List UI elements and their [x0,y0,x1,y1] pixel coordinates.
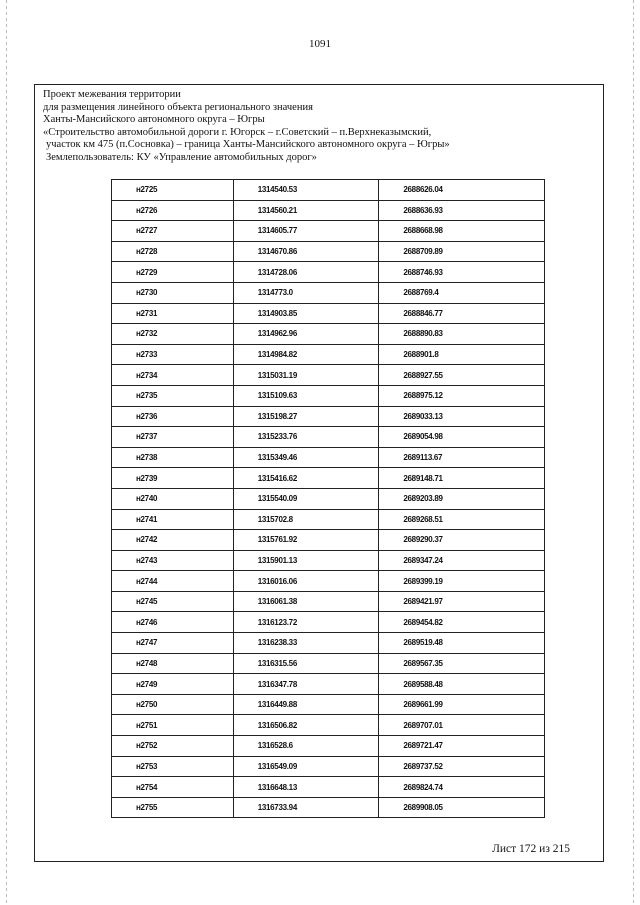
y-coordinate-cell: 2689721.47 [379,736,545,757]
y-coordinate-cell: 2689519.48 [379,633,545,654]
y-coordinate-cell: 2689824.74 [379,777,545,798]
point-id-cell: н2749 [112,674,234,695]
table-row [112,365,545,386]
y-coordinate-cell: 2689148.71 [379,468,545,489]
y-coordinate-cell: 2689707.01 [379,715,545,736]
table-row [112,653,545,674]
x-coordinate-cell: 1315109.63 [233,385,379,406]
point-id-cell: н2754 [112,777,234,798]
header-line: участок км 475 (п.Сосновка) – граница Ханты-Мансийского автономного округа – Югры» [46,139,450,151]
table-row [112,509,545,530]
y-coordinate-cell: 2688975.12 [379,385,545,406]
x-coordinate-cell: 1316549.09 [233,756,379,777]
point-id-cell: н2743 [112,550,234,571]
x-coordinate-cell: 1314560.21 [233,200,379,221]
coordinates-table-body [112,180,545,818]
point-id-cell: н2726 [112,200,234,221]
y-coordinate-cell: 2689113.67 [379,447,545,468]
x-coordinate-cell: 1316648.13 [233,777,379,798]
point-id-cell: н2733 [112,344,234,365]
y-coordinate-cell: 2688890.83 [379,324,545,345]
table-row [112,468,545,489]
point-id-cell: н2741 [112,509,234,530]
table-row [112,797,545,818]
point-id-cell: н2737 [112,427,234,448]
page-number: 1091 [309,38,331,50]
header-line: для размещения линейного объекта регионального значения [43,101,313,113]
x-coordinate-cell: 1316449.88 [233,694,379,715]
y-coordinate-cell: 2689399.19 [379,571,545,592]
coordinates-table [111,179,545,818]
header-line: «Строительство автомобильной дороги г. Югорск – г.Советский – п.Верхнеказымский, [43,126,432,138]
header-line: Землепользователь: КУ «Управление автомобильных дорог» [46,151,317,163]
point-id-cell: н2742 [112,530,234,551]
x-coordinate-cell: 1316733.94 [233,797,379,818]
x-coordinate-cell: 1315349.46 [233,447,379,468]
point-id-cell: н2747 [112,633,234,654]
document-header [43,89,593,165]
table-row [112,530,545,551]
x-coordinate-cell: 1316528.6 [233,736,379,757]
table-row [112,591,545,612]
point-id-cell: н2727 [112,221,234,242]
y-coordinate-cell: 2689054.98 [379,427,545,448]
y-coordinate-cell: 2688901.8 [379,344,545,365]
x-coordinate-cell: 1315761.92 [233,530,379,551]
table-row [112,262,545,283]
table-row [112,612,545,633]
table-row [112,282,545,303]
y-coordinate-cell: 2688927.55 [379,365,545,386]
y-coordinate-cell: 2688668.98 [379,221,545,242]
document-frame [34,84,604,862]
y-coordinate-cell: 2688626.04 [379,180,545,201]
x-coordinate-cell: 1316315.56 [233,653,379,674]
table-row [112,427,545,448]
point-id-cell: н2738 [112,447,234,468]
table-row [112,777,545,798]
point-id-cell: н2745 [112,591,234,612]
point-id-cell: н2728 [112,241,234,262]
point-id-cell: н2744 [112,571,234,592]
table-row [112,756,545,777]
x-coordinate-cell: 1314962.96 [233,324,379,345]
x-coordinate-cell: 1314984.82 [233,344,379,365]
table-row [112,241,545,262]
y-coordinate-cell: 2689737.52 [379,756,545,777]
y-coordinate-cell: 2688769.4 [379,282,545,303]
point-id-cell: н2739 [112,468,234,489]
table-row [112,633,545,654]
point-id-cell: н2748 [112,653,234,674]
header-line: Проект межевания территории [43,89,181,100]
y-coordinate-cell: 2689908.05 [379,797,545,818]
y-coordinate-cell: 2689290.37 [379,530,545,551]
point-id-cell: н2753 [112,756,234,777]
point-id-cell: н2731 [112,303,234,324]
scan-edge-left [6,0,7,905]
x-coordinate-cell: 1316123.72 [233,612,379,633]
point-id-cell: н2734 [112,365,234,386]
point-id-cell: н2752 [112,736,234,757]
point-id-cell: н2735 [112,385,234,406]
point-id-cell: н2746 [112,612,234,633]
table-row [112,324,545,345]
x-coordinate-cell: 1314728.06 [233,262,379,283]
table-row [112,447,545,468]
x-coordinate-cell: 1315198.27 [233,406,379,427]
sheet-number: Лист 172 из 215 [492,843,570,855]
point-id-cell: н2736 [112,406,234,427]
table-row [112,694,545,715]
point-id-cell: н2732 [112,324,234,345]
table-row [112,674,545,695]
y-coordinate-cell: 2689421.97 [379,591,545,612]
table-row [112,303,545,324]
x-coordinate-cell: 1314540.53 [233,180,379,201]
y-coordinate-cell: 2689347.24 [379,550,545,571]
table-row [112,385,545,406]
x-coordinate-cell: 1316061.38 [233,591,379,612]
x-coordinate-cell: 1315233.76 [233,427,379,448]
x-coordinate-cell: 1316238.33 [233,633,379,654]
table-row [112,221,545,242]
point-id-cell: н2751 [112,715,234,736]
table-row [112,550,545,571]
x-coordinate-cell: 1314773.0 [233,282,379,303]
x-coordinate-cell: 1315540.09 [233,488,379,509]
y-coordinate-cell: 2689567.35 [379,653,545,674]
table-row [112,406,545,427]
y-coordinate-cell: 2689268.51 [379,509,545,530]
point-id-cell: н2755 [112,797,234,818]
y-coordinate-cell: 2689033.13 [379,406,545,427]
y-coordinate-cell: 2689454.82 [379,612,545,633]
y-coordinate-cell: 2689588.48 [379,674,545,695]
y-coordinate-cell: 2689203.89 [379,488,545,509]
table-row [112,344,545,365]
point-id-cell: н2730 [112,282,234,303]
y-coordinate-cell: 2688709.89 [379,241,545,262]
x-coordinate-cell: 1314670.86 [233,241,379,262]
y-coordinate-cell: 2688846.77 [379,303,545,324]
table-row [112,571,545,592]
x-coordinate-cell: 1316506.82 [233,715,379,736]
x-coordinate-cell: 1314903.85 [233,303,379,324]
y-coordinate-cell: 2689661.99 [379,694,545,715]
header-line: Ханты-Мансийского автономного округа – Югры [43,114,265,126]
table-row [112,736,545,757]
point-id-cell: н2729 [112,262,234,283]
y-coordinate-cell: 2688636.93 [379,200,545,221]
table-row [112,715,545,736]
point-id-cell: н2725 [112,180,234,201]
table-row [112,200,545,221]
table-row [112,488,545,509]
scan-edge-right [633,0,634,905]
x-coordinate-cell: 1315031.19 [233,365,379,386]
x-coordinate-cell: 1316016.06 [233,571,379,592]
x-coordinate-cell: 1316347.78 [233,674,379,695]
x-coordinate-cell: 1315416.62 [233,468,379,489]
point-id-cell: н2750 [112,694,234,715]
point-id-cell: н2740 [112,488,234,509]
x-coordinate-cell: 1315901.13 [233,550,379,571]
y-coordinate-cell: 2688746.93 [379,262,545,283]
table-row [112,180,545,201]
x-coordinate-cell: 1315702.8 [233,509,379,530]
x-coordinate-cell: 1314605.77 [233,221,379,242]
